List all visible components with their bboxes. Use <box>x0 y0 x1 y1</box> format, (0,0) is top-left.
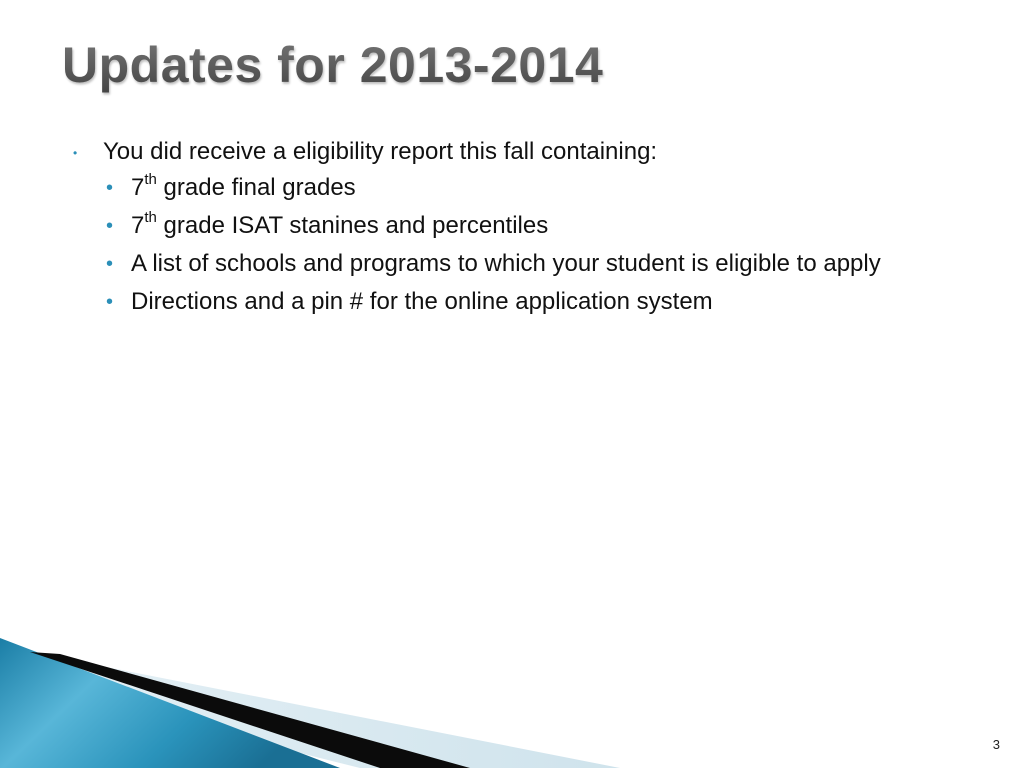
ordinal-suffix: th <box>144 209 157 226</box>
page-number: 3 <box>992 737 1000 752</box>
sub-bullet-item <box>103 248 961 280</box>
bullet-icon: • <box>106 177 114 199</box>
ordinal-suffix: th <box>144 171 157 188</box>
sub-bullet-item <box>103 172 961 204</box>
bullet-icon: • <box>73 146 78 160</box>
slide-title: Updates for 2013-2014 <box>62 30 603 100</box>
sub-bullet-text: A list of schools and programs to which your student is eligible to apply <box>131 250 881 277</box>
ordinal-number: 7 <box>131 174 145 201</box>
sub-bullet-text: Directions and a pin # for the online application system <box>131 288 713 315</box>
bullet-icon: • <box>106 291 114 313</box>
bullet-text: You did receive a eligibility report this fall containing: <box>103 138 658 165</box>
slide-body <box>70 136 970 324</box>
sub-bullet-item <box>103 210 961 242</box>
decorative-swoosh <box>0 638 1024 768</box>
bullet-icon: • <box>106 215 114 237</box>
bullet-icon: • <box>106 253 114 275</box>
sub-bullet-text: grade final grades <box>156 174 356 201</box>
sub-bullet-item <box>103 286 961 318</box>
sub-bullet-text: grade ISAT stanines and percentiles <box>156 212 549 239</box>
ordinal-number: 7 <box>131 212 145 239</box>
bullet-item <box>70 136 970 168</box>
